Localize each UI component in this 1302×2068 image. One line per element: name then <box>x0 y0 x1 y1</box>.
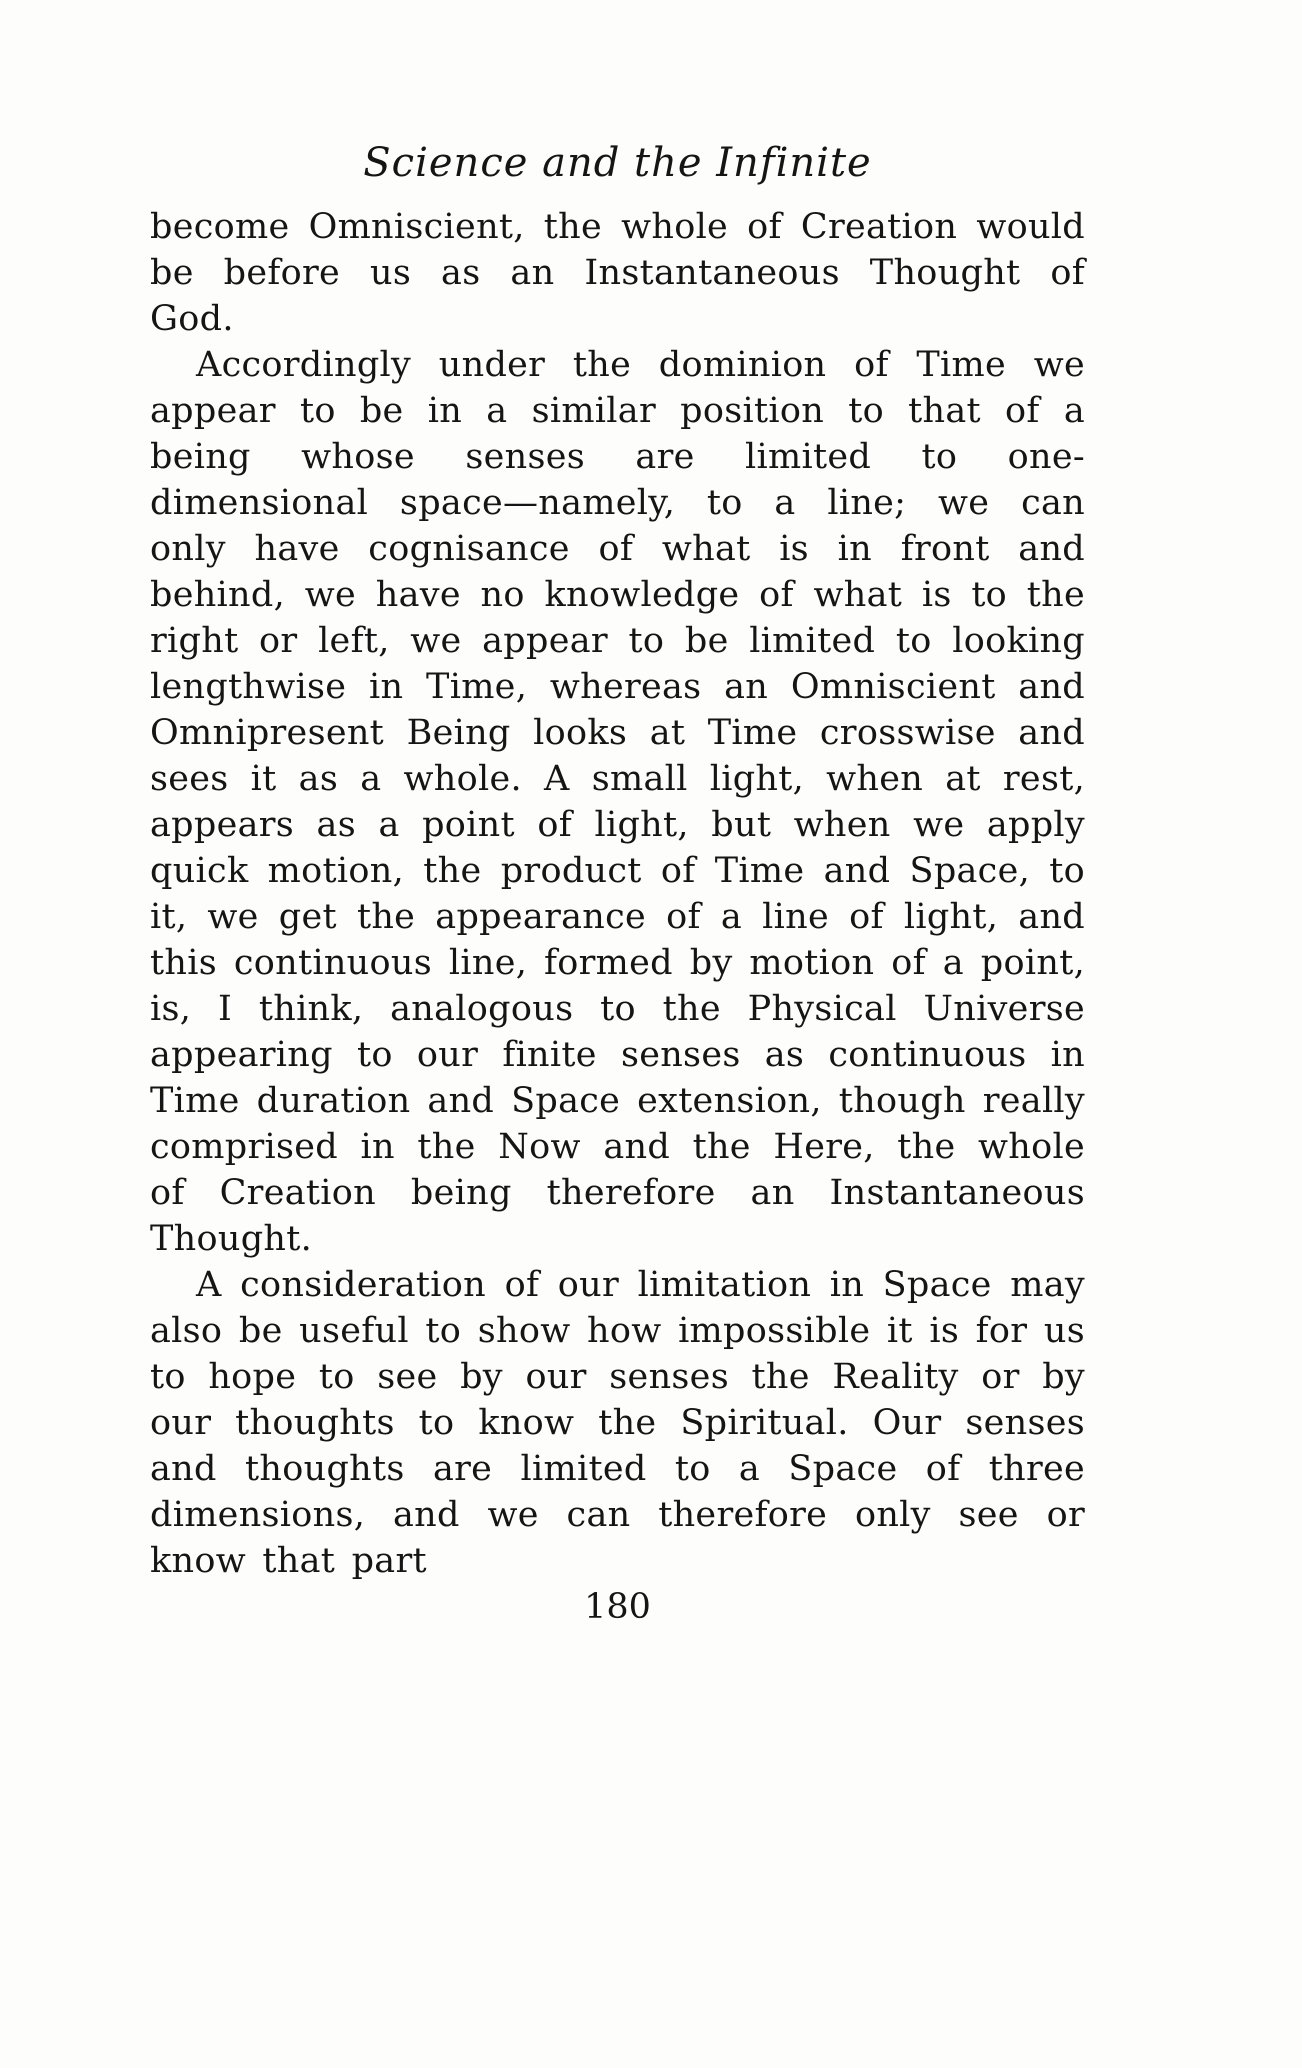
paragraph: Accordingly under the dominion of Time we appear to be in a similar position to that of a being whose senses are limited to one-dimensional space—namely, to a line; we can only have cognisance of what is in front and behind, we have no knowledge of what is to the right or left, we appear to be limited to looking lengthwise in Time, whereas an Omniscient and Omnipresent Being looks at Time crosswise and sees it as a whole. A small light, when at rest, appears as a point of light, but when we apply quick motion, the product of Time and Space, to it, we get the appearance of a line of light, and this continuous line, formed by motion of a point, is, I think, analogous to the Physical Universe appearing to our finite senses as continuous in Time duration and Space extension, though really comprised in the Now and the Here, the whole of Creation being therefore an Instantaneous Thought. <box>150 345 1085 1259</box>
text-block <box>150 140 1085 1630</box>
running-header: Science and the Infinite <box>363 140 872 186</box>
page-number: 180 <box>584 1587 651 1627</box>
paragraph: A consideration of our limitation in Space may also be useful to show how impossible it is for us to hope to see by our senses the Reality or by our thoughts to know the Spiritual. Our senses and thoughts are limited to a Space of three dimensions, and we can therefore only see or know that part <box>150 1265 1085 1581</box>
paragraph-continuation: become Omniscient, the whole of Creation would be before us as an Instantaneous Thought of God. <box>150 207 1085 339</box>
